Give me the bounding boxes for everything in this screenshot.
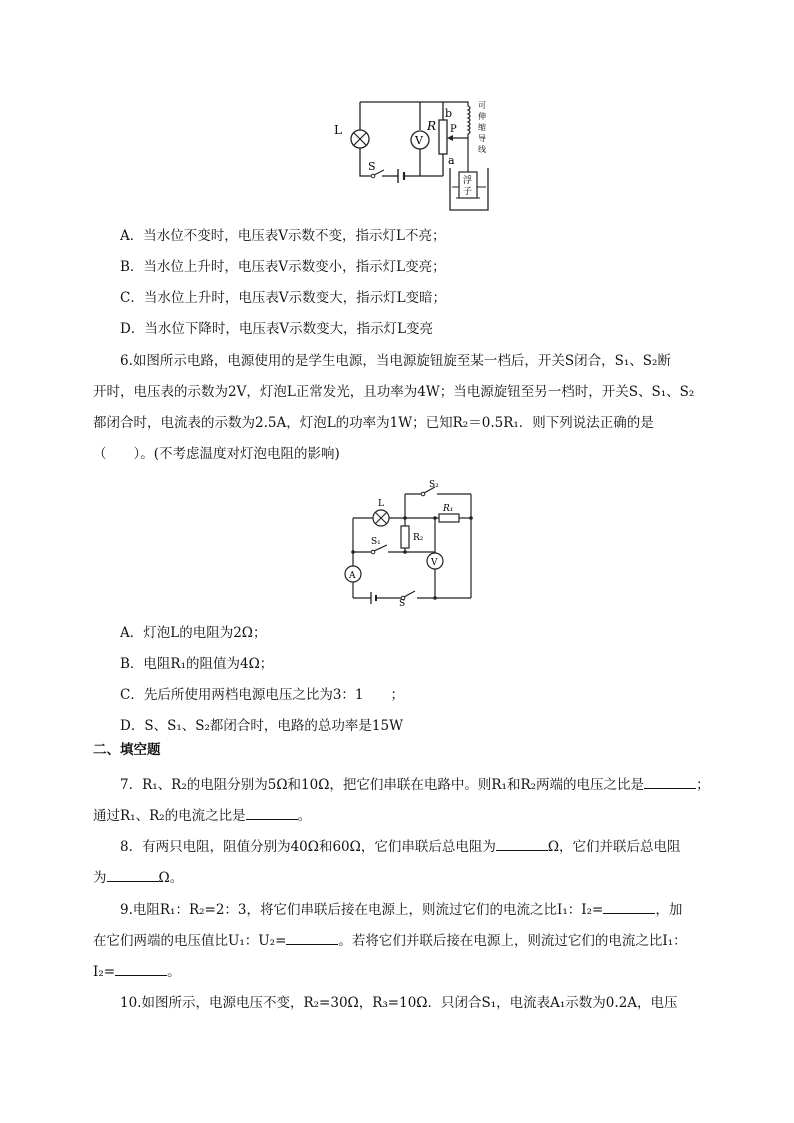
q8-blank-2[interactable] [107, 867, 159, 882]
q7-line-1-text: 7．R₁、R₂的电阻分别为5Ω和10Ω，把它们串联在电路中。则R₁和R₂两端的电压之比是 [120, 777, 645, 793]
q7-line-1 [120, 774, 710, 795]
wire-label-char-5: 线 [478, 145, 486, 154]
q6-line-4: （ ）。(不考虑温度对灯泡电阻的影响) [93, 446, 340, 462]
wire-label-char-3: 缩 [478, 123, 486, 132]
q9-line-2-text: 在它们两端的电压值比U₁：U₂= [93, 933, 287, 949]
q9-blank-2[interactable] [286, 930, 338, 945]
lamp-l-label: L [378, 499, 384, 509]
q8-line-1-text: 8．有两只电阻，阻值分别为40Ω和60Ω，它们串联后总电阻为 [120, 839, 496, 855]
resistor-label: R [427, 119, 437, 133]
q8-line-2-end: Ω。 [158, 870, 184, 886]
q6-line-1: 6.如图所示电路，电源使用的是学生电源，当电源旋钮旋至某一档后，开关S闭合，S₁、S₂断 [120, 353, 671, 369]
q6-option-d: D．S、S₁、S₂都闭合时，电路的总功率是15W [120, 718, 403, 734]
r2-label: R₂ [413, 533, 424, 543]
wire-label-char-2: 伸 [478, 112, 486, 121]
q9-blank-1[interactable] [603, 899, 655, 914]
float-label-char-1: 浮 [463, 176, 473, 186]
q6-line-3: 都闭合时，电流表的示数为2.5A，灯泡L的功率为1W；已知R₂＝0.5R₁．则下列说法正确的是 [93, 415, 654, 431]
q5-option-d: D．当水位下降时，电压表V示数变大，指示灯L变亮 [120, 321, 434, 337]
wire-label-char-4: 导 [478, 134, 486, 143]
lamp-resistor-circuit-figure [343, 476, 478, 606]
q8-line-1-end: Ω，它们并联后总电阻 [547, 839, 681, 855]
lamp-label: L [334, 123, 342, 137]
p-label: P [450, 124, 457, 135]
r1-label: R₁ [443, 504, 454, 514]
q6-line-2: 开时，电压表的示数为2V，灯泡L正常发光，且功率为4W；当电源旋钮至另一档时，开关S、S₁、S₂ [93, 384, 695, 400]
voltmeter-label: V [415, 134, 423, 147]
q9-line-2-end: 。若将它们并联后接在电源上，则流过它们的电流之比I₁： [338, 933, 687, 949]
wire-label-char-1: 可 [478, 101, 486, 110]
q8-line-2-text: 为 [93, 870, 107, 886]
b-label: b [445, 107, 453, 120]
s-label: S [399, 599, 406, 606]
q9-line-3-text: I₂= [93, 964, 116, 980]
q6-option-b: B．电阻R₁的阻值为4Ω； [120, 656, 274, 672]
switch-s-label: S [368, 160, 376, 173]
q9-line-1-text: 9.电阻R₁：R₂=2：3，将它们串联后接在电源上，则流过它们的电流之比I₁：I₂= [120, 902, 604, 918]
q9-line-1 [120, 899, 682, 920]
q7-line-2 [93, 805, 311, 826]
q9-line-1-end: ，加 [655, 902, 683, 918]
q6-option-c: C．先后所使用两档电源电压之比为3：1 ； [120, 687, 405, 703]
q8-line-1 [120, 836, 681, 857]
q7-line-1-end: ； [696, 777, 710, 793]
float-label-char-2: 子 [463, 187, 473, 197]
q6-option-a: A．灯泡L的电阻为2Ω； [120, 625, 267, 641]
q7-line-2-end: 。 [297, 808, 312, 824]
q10-line-1: 10.如图所示，电源电压不变，R₂=30Ω，R₃=10Ω．只闭合S₁，电流表A₁示数为0.2A，电压 [120, 995, 678, 1011]
q8-blank-1[interactable] [496, 836, 548, 851]
s1-label: S₁ [371, 537, 381, 547]
q9-blank-3[interactable] [115, 961, 167, 976]
q9-line-2 [93, 930, 687, 951]
q7-blank-2[interactable] [246, 805, 298, 820]
q7-line-2-text: 通过R₁、R₂的电流之比是 [93, 808, 246, 824]
water-level-circuit-figure [328, 92, 498, 220]
q5-option-a: A．当水位不变时，电压表V示数不变，指示灯L不亮； [120, 228, 446, 244]
q9-line-3 [93, 961, 181, 982]
s2-label: S₂ [429, 480, 439, 490]
q5-option-c: C．当水位上升时，电压表V示数变大，指示灯L变暗； [120, 290, 447, 306]
section-2-title: 二、填空题 [93, 742, 161, 758]
a-label: a [448, 154, 455, 167]
q8-line-2 [93, 867, 183, 888]
q9-line-3-end: 。 [167, 964, 181, 980]
ammeter-label: A [349, 571, 356, 581]
voltmeter2-label: V [431, 558, 438, 568]
q7-blank-1[interactable] [644, 774, 696, 789]
q5-option-b: B．当水位上升时，电压表V示数变小，指示灯L变亮； [120, 259, 446, 275]
